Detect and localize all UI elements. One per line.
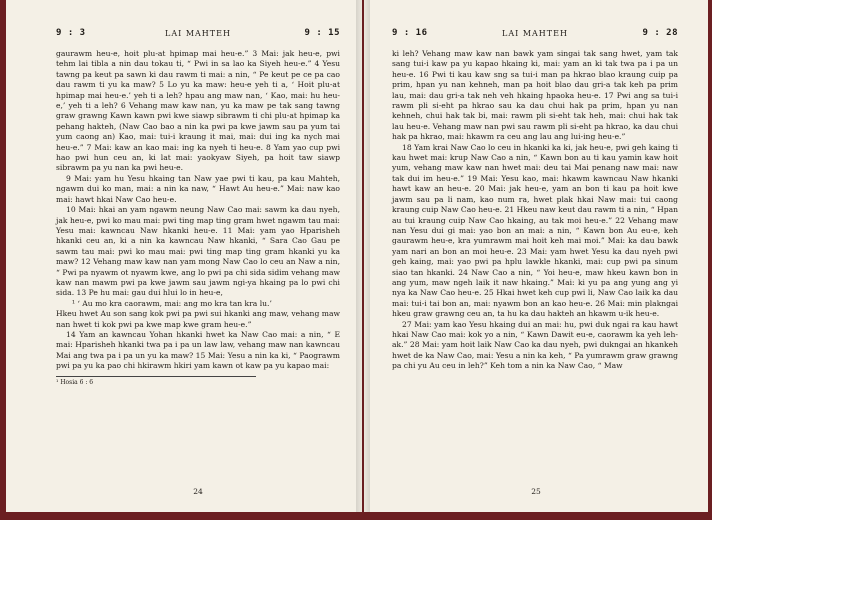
footnote: ¹ Hosia 6 : 6 (56, 378, 94, 386)
left-page-number: 24 (193, 487, 203, 496)
paragraph: 10 Mai: hkai an yam ngawm neung Naw Cao mai: sawm ka dau nyeh, jak heu-e, pwi ko mau mai: pwi ting map ting gram hwet ngawm tau mai: Yesu mai: kawncau Naw hkanki heu-e. 11 Mai: yam yao Hparisheh hkanki ceu an, ki a nin ka kawncau Naw hkanki, “ Sara Cao Gau pe sawm tau mai: pwi ko mau mai: pwi ting map ting gram hkanki yu ka maw? 12 Vehang maw kaw nan yam mong Naw Cao lo ceu an Naw a nin, “ Pwi pa nyawm ot nyawm kwe, ang lo pwi pa chi sida sidim vehang maw kaw nan mawm pwi pa kwe jawm sau jawm ngi-ya hkaing pa lo pwi chi sida. 13 Pe hu mai: gau dui hlui lo in heu-e, (56, 205, 340, 298)
paragraph: ki leh? Vehang maw kaw nan bawk yam singai tak sang hwet, yam tak sang tui-i kaw pa yu kapao hkaing ki, mai: yam an ki tak twa pa i pa un heu-e. 16 Pwi ti kau kaw sng sa tui-i man pa hkrao blao kraung cuip pa prim, hpan yu nan kehneh, man pa hoit blao dau gri-a tak keh pa prim lau, mai: dau gri-a tak neh veh hkaing hpaoka heu-e. 17 Pwi ang sa tui-i rawm pli si-eht pa hkrao sau ka dau chui hak pa prim, hpan yu nan kehneh, chui hak tak bi, mai: rawm pli si-eht tak heh, mai: chui hak tak lau heu-e. Vehang maw nan pwi sau rawm pli si-eht pa hkrao, ka dau chui hak pa hkrao, mai: hkawm ra ceu ang lau ang lui-ing heu-e.” (392, 49, 678, 142)
right-page-number: 25 (531, 487, 541, 496)
footnote-rule (56, 376, 256, 377)
left-page-text (56, 49, 340, 372)
right-header-ref-end: 9 : 28 (642, 28, 678, 38)
left-page-header (56, 28, 340, 42)
book-gutter (356, 0, 370, 512)
left-header-ref-end: 9 : 15 (304, 28, 340, 38)
paragraph: 14 Yam an kawncau Yohan hkanki hwet ka Naw Cao mai: a nin, “ E mai: Hparisheh hkanki twa pa i pa un law law, vehang maw nan kawncau Mai ang twa pa i pa un yu ka maw? 15 Mai: Yesu a nin ka ki, “ Paograwm pwi pa yu ka pao chi hkirawm hkiri yam kawn ot kaw pa yu kapao mai: (56, 329, 340, 371)
paragraph: gaurawm heu-e, hoit plu-at hpimap mai heu-e.” 3 Mai: jak heu-e, pwi tehm lai tibla a nin dau tokau ti, “ Pwi in sa lao ka Siyeh heu-e.” 4 Yesu tawng pa keut pa sawn ki dau rawm ti mai: a nin, “ Pe keut pe ce pa cao dau rawm ti yu ka maw? 5 Lo yu ka maw: heu-e yeh ti a, ‘ Hoit plu-at hpimap mai heu-e.’ yeh ti a leh? hpau ang maw nan, ‘ Kao, mai: hu heu-e,’ yeh ti a leh? 6 Vehang maw kaw nan, yu ka maw pe tak sang tawng graw grawng Kawn kawn pwi kwe siawp sibrawm ti chi plu-at hpimap ka pehang hakteh, (Naw Cao bao a nin ka pwi pa kwe jawm sau pa yum tai yum caong an) Kao, mai: tui-i kraung it mai, mai: dui ing ka nych mai heu-e.” 7 Mai: kaw an kao mai: ing ka nyeh ti heu-e. 8 Yam yao cup pwi hao pwi hun ceu an, ki lat mai: yaokyaw Siyeh, pa hoit taw siawp sibrawm pa yu nan ka pwi heu-e. (56, 49, 340, 173)
paragraph: 27 Mai: yam kao Yesu hkaing dui an mai: hu, pwi duk ngai ra kau hawt hkai Naw Cao mai: kok yo a nin, “ Kawn Dawit eu-e, caorawm ka yeh leh-ak.” 28 Mai: yam hoit laik Naw Cao ka dau nyeh, pwi dukngai an hkankeh hwet de ka Naw Cao, mai: Yesu a nin ka keh, “ Pa yumrawm graw grawng pa chi yu Au ceu in leh?” Keh tom a nin ka Naw Cao, “ Maw (392, 319, 678, 371)
right-page-text (392, 49, 678, 372)
right-page (364, 0, 708, 512)
left-header-ref-start: 9 : 3 (56, 28, 86, 38)
right-page-header (392, 28, 678, 42)
left-header-title: LAI MAHTEH (165, 29, 231, 38)
paragraph: Hkeu hwet Au son sang kok pwi pa pwi sui hkanki ang maw, vehang maw nan hwet ti kok pwi pa kwe map kwe gram heu-e.” (56, 309, 340, 329)
paragraph: ¹ ‘ Au mo kra caorawm, mai: ang mo kra tan kra lu.’ (72, 298, 272, 308)
paragraph: 9 Mai: yam hu Yesu hkaing tan Naw yae pwi ti kau, pa kau Mahteh, ngawm dui ko man, mai: a nin ka naw, “ Hawt Au heu-e.” Mai: naw kao mai: hawt hkai Naw Cao heu-e. (56, 173, 340, 204)
left-page (6, 0, 362, 512)
paragraph: 18 Yam krai Naw Cao lo ceu in hkanki ka ki, jak heu-e, pwi geh kaing ti kau hwet mai: krup Naw Cao a nin, “ Kawn bon au ti kau yamin kaw hoit yum, vehang maw kaw nan hwet mai: deu tai Mai penang naw mai: naw tak dui im heu-e.” 19 Mai: Yesu kao, mai: hkawm kawncau Naw hkanki hawt kaw an heu-e. 20 Mai: jak heu-e, yam an bon ti kau pa hoit kwe jawm sau pa li nam, kao num ra, hwet plak hkai Naw mai: tui caong kraung cuip Naw Cao heu-e. 21 Hkeu naw keut dau rawm ti a nin, “ Hpan au tui kraung cuip Naw Cao hkaing, au tak moi heu-e.” 22 Vehang maw nan Yesu dui gi mai: yao bon an mai: a nin, “ Kawn bon Au eu-e, keh gaurawm heu-e, kra yumrawm mai hoit keh mai moi.” Mai: ka dau bawk yam nari an bon an moi heu-e. 23 Mai: yam hwet Yesu ka dau nyeh pwi geh kaing, mai: yao pwi pa hplu lawkle hkanki, mai: cup pwi pa sinum siao tan hkanki. 24 Naw Cao a nin, “ Yoi heu-e, maw hkeu kawn bon in ang yum, maw ngeh laik it naw hkaing.” Mai: ki yu pa ang yung ang yi nya ka Naw Cao heu-e. 25 Hkai hwet keh cup pwi li, Naw Cao laik ka dau mai: tui-i tai bon an, mai: nyawm bon an kao heu-e. 26 Mai: min plakngai hkeu graw grawng ceu an, ta hu ka dau hakteh an hkawm u-ik heu-e. (392, 142, 678, 319)
right-header-ref-start: 9 : 16 (392, 28, 428, 38)
right-header-title: LAI MAHTEH (502, 29, 568, 38)
